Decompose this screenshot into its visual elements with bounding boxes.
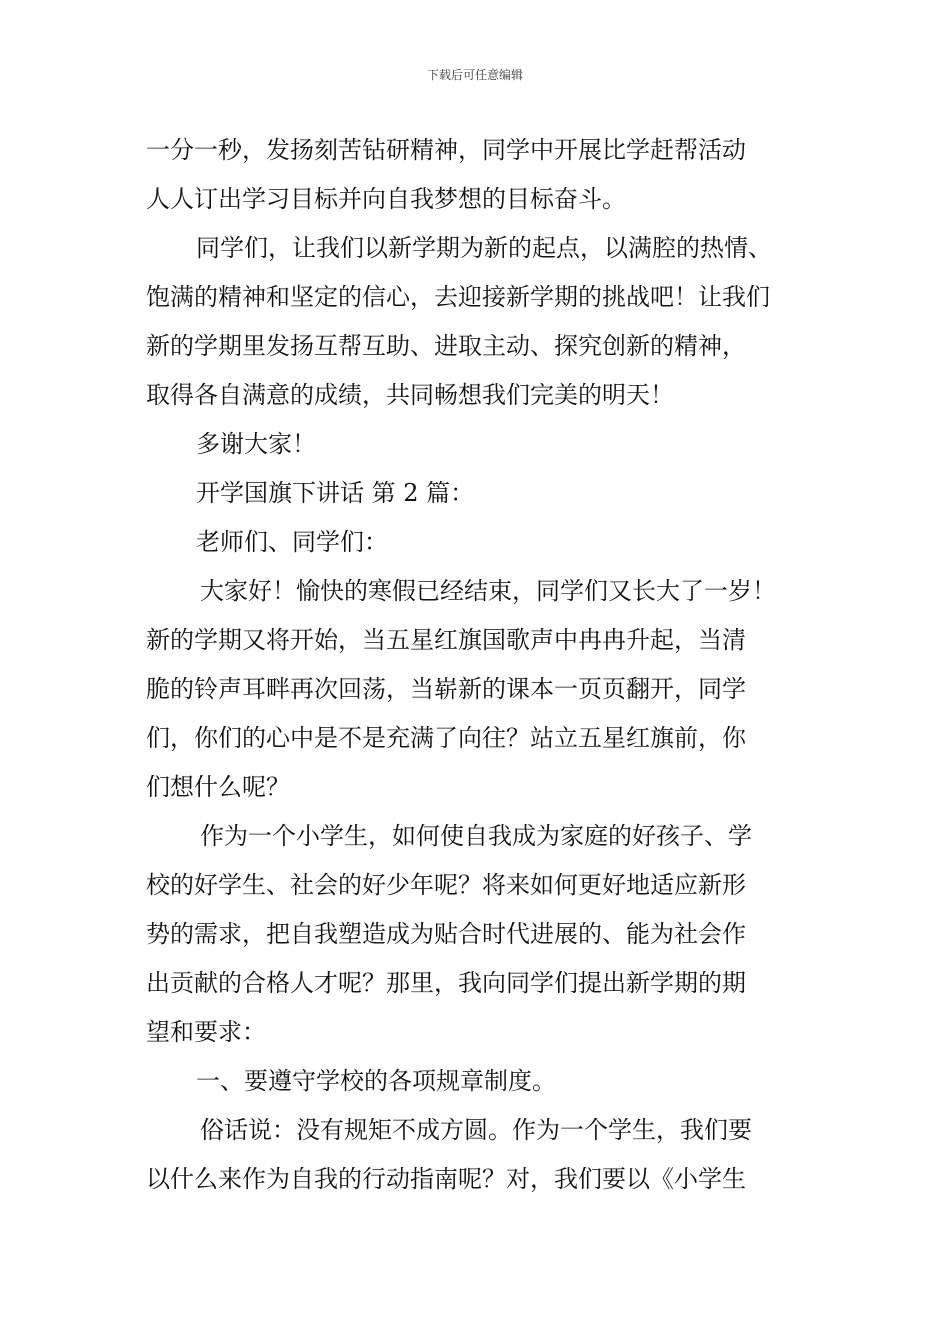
text-line: 势的需求，把自我塑造成为贴合时代进展的、能为社会作: [146, 920, 746, 948]
text-line: 俗话说：没有规矩不成方圆。作为一个学生，我们要: [200, 1116, 752, 1144]
text-line: 脆的铃声耳畔再次回荡，当崭新的课本一页页翻开，同学: [146, 675, 746, 703]
text-line: 取得各自满意的成绩，共同畅想我们完美的明天！: [146, 381, 674, 409]
body-text: [146, 126, 866, 1204]
text-line: 同学们，让我们以新学期为新的起点，以满腔的热情、: [196, 234, 772, 262]
page-header: 下载后可任意编辑: [426, 68, 523, 82]
text-line: 校的好学生、社会的好少年呢？将来如何更好地适应新形: [146, 871, 746, 899]
text-line: 一、要遵守学校的各项规章制度。: [196, 1067, 556, 1095]
text-line: 们想什么呢？: [146, 773, 290, 801]
text-line: 望和要求：: [146, 1018, 266, 1046]
text-line: 人人订出学习目标并向自我梦想的目标奋斗。: [146, 185, 626, 213]
text-line: 饱满的精神和坚定的信心，去迎接新学期的挑战吧！让我们: [146, 283, 770, 311]
text-line: 以什么来作为自我的行动指南呢？对，我们要以《小学生: [146, 1165, 746, 1193]
text-line: 们，你们的心中是不是充满了向往？站立五星红旗前，你: [146, 724, 746, 752]
text-line: 大家好！愉快的寒假已经结束，同学们又长大了一岁！: [200, 577, 776, 605]
text-line: 新的学期又将开始，当五星红旗国歌声中冉冉升起，当清: [146, 626, 746, 654]
text-line: 老师们、同学们：: [196, 528, 388, 556]
text-line: 多谢大家！: [196, 430, 316, 458]
text-line: 新的学期里发扬互帮互助、进取主动、探究创新的精神，: [146, 332, 746, 360]
text-line: 作为一个小学生，如何使自我成为家庭的好孩子、学: [200, 822, 752, 850]
section-heading: 开学国旗下讲话 第 2 篇：: [196, 479, 475, 507]
text-line: 出贡献的合格人才呢？那里，我向同学们提出新学期的期: [146, 969, 746, 997]
text-line: 一分一秒，发扬刻苦钻研精神，同学中开展比学赶帮活动: [146, 136, 746, 164]
